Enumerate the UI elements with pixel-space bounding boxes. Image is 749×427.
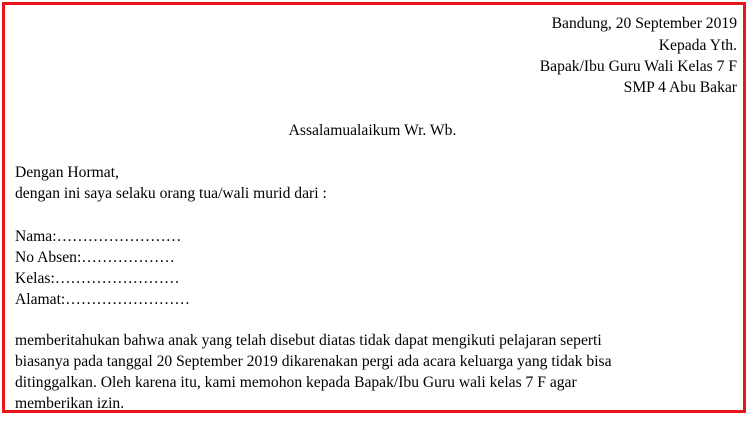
- recipient-greeting: Kepada Yth.: [658, 37, 737, 54]
- opening-line-1: Dengan Hormat,: [15, 164, 119, 181]
- field-alamat: Alamat:……………………: [15, 291, 190, 308]
- letter-date: Bandung, 20 September 2019: [551, 15, 737, 32]
- letter-document: [8, 5, 737, 410]
- field-kelas: Kelas:……………………: [15, 270, 180, 287]
- body-line-2: biasanya pada tanggal 20 September 2019 dikarenakan pergi ada acara keluarga yang tidak bisa: [15, 353, 612, 370]
- body-line-3: ditinggalkan. Oleh karena itu, kami memohon kepada Bapak/Ibu Guru wali kelas 7 F agar: [15, 374, 577, 391]
- field-nama: Nama:……………………: [15, 228, 182, 245]
- recipient-name: Bapak/Ibu Guru Wali Kelas 7 F: [539, 58, 737, 75]
- body-line-1: memberitahukan bahwa anak yang telah disebut diatas tidak dapat mengikuti pelajaran seperti: [15, 332, 602, 349]
- letter-frame: [2, 2, 746, 413]
- field-no-absen: No Absen:………………: [15, 249, 175, 266]
- body-line-4: memberikan izin.: [15, 395, 125, 412]
- recipient-school: SMP 4 Abu Bakar: [623, 79, 737, 96]
- opening-line-2: dengan ini saya selaku orang tua/wali murid dari :: [15, 185, 327, 202]
- salutation: Assalamualaikum Wr. Wb.: [288, 122, 457, 139]
